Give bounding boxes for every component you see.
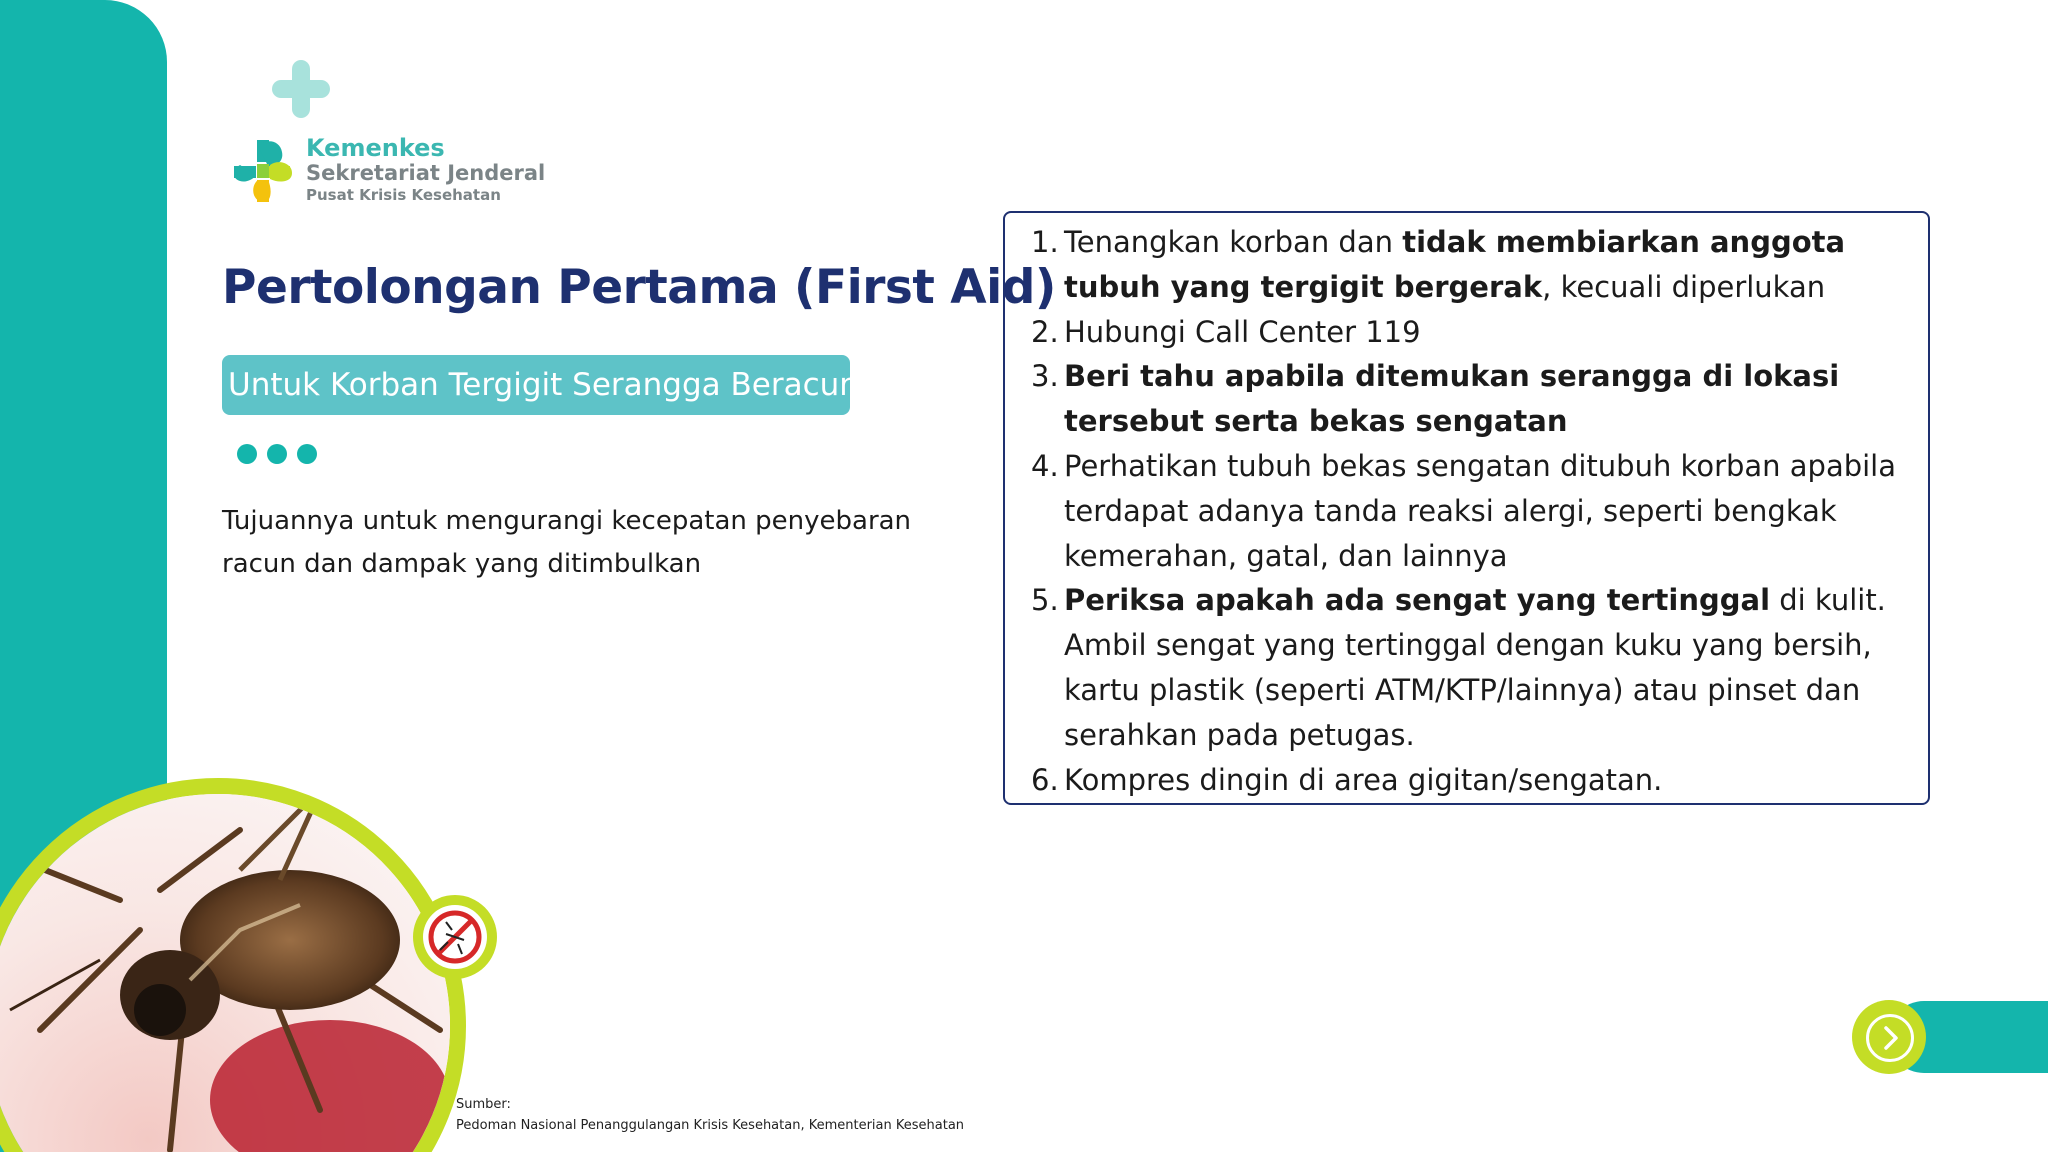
step-text: , kecuali diperlukan	[1542, 269, 1826, 304]
step-text-bold: tidak membiarkan anggota tubuh yang tergigit bergerak	[1064, 225, 1846, 304]
step-text: di kulit. Ambil sengat yang tertinggal dengan kuku yang bersih, kartu plastik (seperti ATM/KTP/lainnya) atau pinset dan serahkan pada petugas.	[1064, 583, 1886, 752]
step-item	[1031, 310, 1926, 355]
step-text: Kompres dingin di area gigitan/sengatan.	[1064, 762, 1663, 797]
step-number: 1.	[1031, 225, 1059, 259]
purpose-text: Tujuannya untuk mengurangi kecepatan penyebaran racun dan dampak yang ditimbulkan	[222, 506, 912, 579]
subtitle-badge: Untuk Korban Tergigit Serangga Beracun	[222, 355, 850, 415]
page-title: Pertolongan Pertama (First Aid)	[222, 260, 1056, 315]
step-number: 5.	[1031, 583, 1059, 618]
step-number: 3.	[1031, 359, 1059, 394]
step-item	[1031, 354, 1926, 444]
logo-subtitle: Sekretariat Jenderal	[306, 161, 546, 185]
step-item	[1031, 220, 1926, 310]
step-number: 2.	[1031, 314, 1059, 349]
source-text: Pedoman Nasional Penanggulangan Krisis Kesehatan, Kementerian Kesehatan	[456, 1118, 965, 1133]
step-item	[1031, 758, 1926, 803]
step-number: 4.	[1031, 448, 1059, 483]
step-text: Hubungi Call Center 119	[1064, 314, 1421, 349]
step-number: 6.	[1031, 762, 1059, 797]
step-item	[1031, 444, 1926, 578]
source-citation	[456, 1094, 964, 1136]
mosquito-photo	[0, 730, 520, 1152]
chevron-right-icon	[1866, 1014, 1914, 1062]
plus-decoration-icon	[272, 60, 330, 118]
no-mosquito-icon	[413, 895, 497, 979]
step-text-bold: Periksa apakah ada sengat yang tertinggal	[1064, 583, 1771, 618]
step-item	[1031, 578, 1926, 757]
step-text-bold: Beri tahu apabila ditemukan serangga di lokasi tersebut serta bekas sengatan	[1064, 359, 1840, 439]
logo-unit: Pusat Krisis Kesehatan	[306, 186, 501, 204]
step-text: Perhatikan tubuh bekas sengatan ditubuh korban apabila terdapat adanya tanda reaksi alergi, seperti bengkak kemerahan, gatal, dan lainnya	[1064, 448, 1897, 573]
steps-list	[1031, 220, 1926, 802]
source-label: Sumber:	[456, 1097, 511, 1112]
next-button[interactable]	[1852, 1000, 1926, 1074]
kemenkes-logo-icon	[232, 138, 294, 206]
logo-title: Kemenkes	[306, 134, 445, 162]
step-text: Tenangkan korban dan	[1064, 225, 1403, 259]
